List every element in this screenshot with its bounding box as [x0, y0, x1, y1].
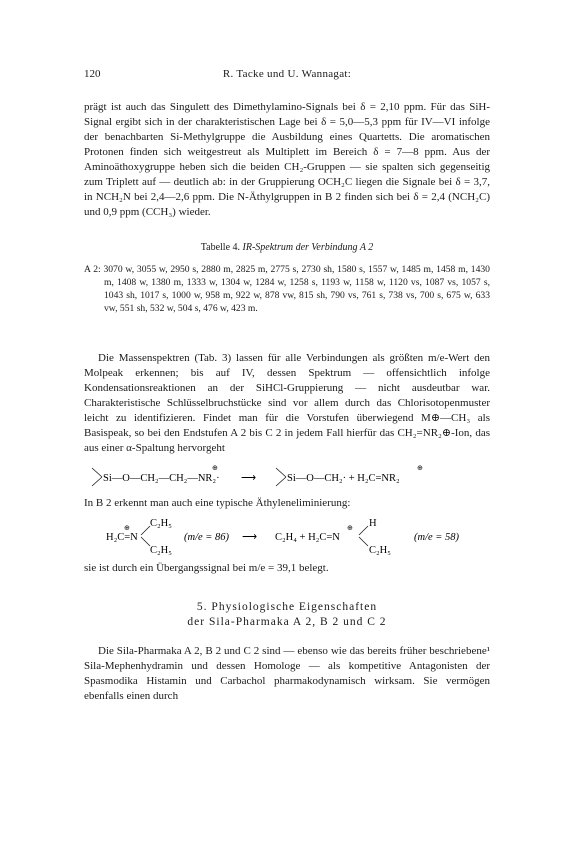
reaction-scheme-ethylene-elimination: [84, 515, 490, 559]
scheme1-left: Si—O—CH₂—CH₂—NR₂·: [103, 473, 220, 484]
paragraph-nmr: prägt ist auch das Singulett des Dimethylamino-Signals bei δ = 2,10 ppm. Für das SiH-Signal ergibt sich in der charakteristischen Lage bei δ = 5,0—5,3 ppm für IV—VI infolge der benachbarten Si-Methylgruppe die Ausbildung eines Quartetts. Die aromatischen Protonen finden sich weitgestreut als Multiplett im Bereich δ = 7—8 ppm. Aus der Aminoäthoxygruppe heben sich die beiden CH₂-Gruppen — sie spalten sich gegenseitig zum Triplett auf — deutlich ab: in der Gruppierung OCH₂C liegen die Signale bei δ = 3,7, in NCH₂N bei 2,4—2,6 ppm. Die N-Äthylgruppen in B 2 finden sich bei δ = 2,4 (NCH₂C) und 0,9 ppm (CCH₃) wieder.: [84, 101, 490, 218]
scheme1-graphic: [84, 460, 490, 490]
table-caption-prefix: Tabelle 4.: [200, 242, 241, 253]
reaction-scheme-alpha-cleavage: [84, 460, 490, 490]
scheme2-right-me: (m/e = 58): [414, 532, 459, 543]
page-header: [84, 68, 490, 90]
scheme1-charge-right: ⊕: [417, 464, 423, 472]
scheme2-middle: C₂H₄ + H₂C=N: [275, 532, 340, 543]
scheme2-left-me: (m/e = 86): [184, 532, 229, 543]
table-caption-title: IR-Spektrum der Verbindung A 2: [242, 242, 374, 253]
ir-label: A 2:: [84, 264, 101, 275]
scheme2-left-sub-bottom: C₂H₅: [150, 545, 172, 556]
scheme2-arrow: ⟶: [242, 532, 258, 543]
scheme1-right: Si—O—CH₂· + H₂C=NR₂: [287, 473, 400, 484]
scheme2-right-sub-top: H: [369, 518, 377, 529]
section-heading-line1: 5. Physiologische Eigenschaften: [196, 601, 378, 613]
scheme2-charge-left: ⊕: [124, 524, 130, 532]
table-caption: [84, 242, 490, 253]
scheme1-arrow: ⟶: [241, 473, 257, 484]
page-number: 120: [84, 68, 101, 80]
section-heading: [84, 600, 490, 630]
page: [84, 68, 490, 704]
paragraph-mass-spectra: Die Massenspektren (Tab. 3) lassen für alle Verbindungen als größten m/e-Wert den Molpeak erkennen; bis auf IV, dessen Spektrum — offensichtlich infolge Kondensationsreaktionen an der SiHCl-Gruppierung — nicht ausdeutbar war. Charakteristische Schlüsselbruchstücke sind vor allem durch das Chlorisotopenmuster leicht zu identifizieren. Findet man für die Vorstufen überwiegend M⊕—CH₃ als Basispeak, so bei den Endstufen A 2 bis C 2 in jedem Fall hierfür das CH₂=NR₂⊕-Ion, das aus einer α-Spaltung hervorgeht: [84, 352, 490, 454]
paragraph-transition-signal: sie ist durch ein Übergangssignal bei m/e = 39,1 belegt.: [84, 562, 329, 574]
running-head: R. Tacke und U. Wannagat:: [222, 68, 352, 80]
scheme2-left-prefix: H₂C=N: [106, 532, 138, 543]
scheme1-charge-left: ⊕: [212, 464, 218, 472]
scheme2-left-sub-top: C₂H₅: [150, 518, 172, 529]
scheme2-charge-right: ⊕: [347, 524, 353, 532]
section-heading-line2: der Sila-Pharmaka A 2, B 2 und C 2: [187, 616, 387, 628]
paragraph-pharmacology: Die Sila-Pharmaka A 2, B 2 und C 2 sind — ebenso wie das bereits früher beschriebene¹ Sila-Mephenhydramin und dessen Homologe — als kompetitive Antagonisten der Spasmodika Histamin und Carbachol pharmakodynamisch wirksam. Sie vermögen ebenfalls einen durch: [84, 645, 490, 702]
scheme2-right-sub-bottom: C₂H₅: [369, 545, 391, 556]
scheme2-graphic: [84, 515, 490, 559]
paragraph-ethylene: In B 2 erkennt man auch eine typische Äthyleneliminierung:: [84, 497, 351, 509]
ir-values: 3070 w, 3055 w, 2950 s, 2880 m, 2825 m, 2775 s, 2730 sh, 1580 s, 1557 w, 1485 m, 1458 m, 1430 m, 1408 w, 1380 m, 1333 w, 1304 w, 1284 w, 1258 s, 1193 w, 1158 w, 1120 vs, 1087 vs, 1057 s, 1043 sh, 1017 s, 1000 w, 958 m, 922 w, 878 vw, 815 sh, 790 vs, 761 s, 738 vs, 700 s, 675 w, 633 vw, 551 sh, 532 w, 504 s, 476 w, 423 m.: [103, 264, 490, 314]
ir-spectrum-data: [84, 263, 490, 315]
